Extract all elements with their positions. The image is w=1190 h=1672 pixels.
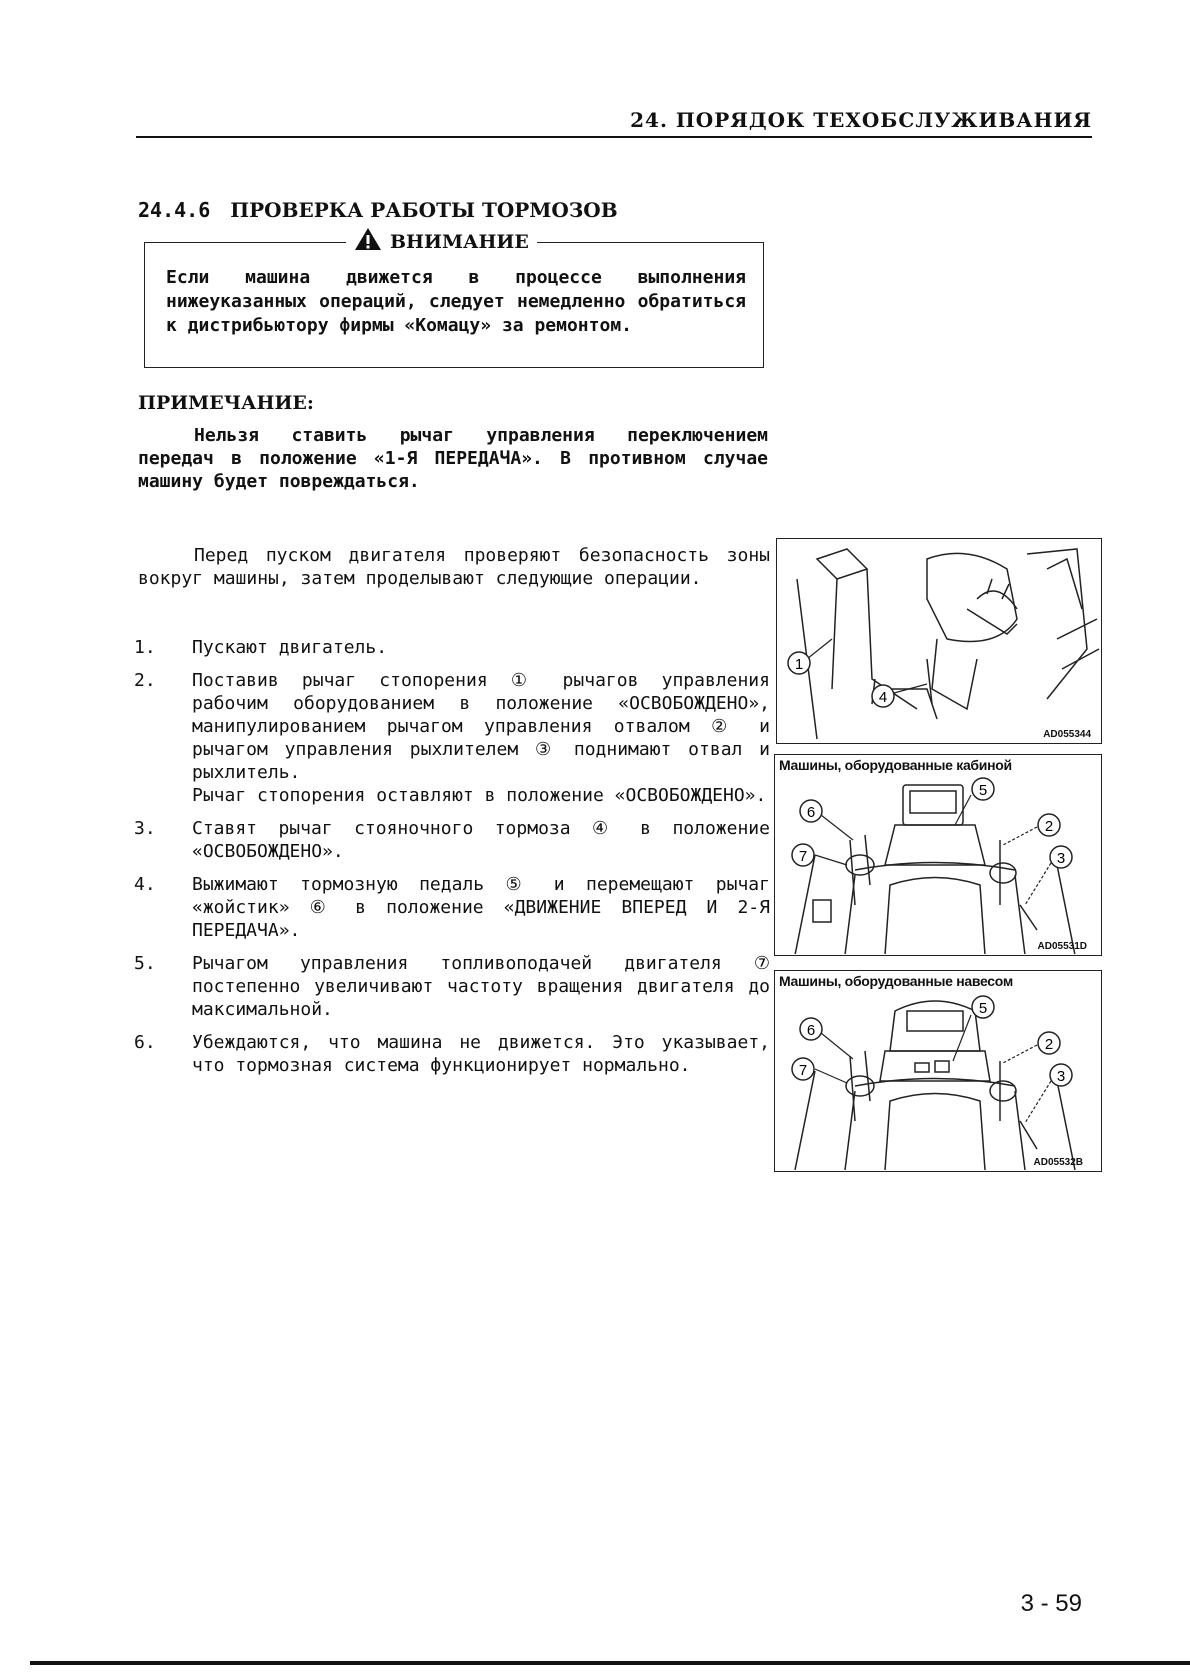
step-text: Рычагом управления топливоподачей двигателя ⑦ постепенно увеличивают частоту вращения двигателя до максимальной.: [192, 953, 770, 1020]
canopy-controls-illustration: [775, 971, 1100, 1170]
page-number: 3 - 59: [1020, 1590, 1082, 1617]
warning-header: [346, 227, 537, 256]
step-number: 3.: [134, 818, 156, 839]
step-number: 4.: [134, 874, 156, 895]
callout-3: 3: [1056, 1068, 1066, 1085]
running-header: 24. ПОРЯДОК ТЕХОБСЛУЖИВАНИЯ: [630, 108, 1092, 132]
intro-paragraph: Перед пуском двигателя проверяют безопасность зоны вокруг машины, затем проделывают следующие операции.: [138, 545, 770, 589]
step-text-main: Поставив рычаг стопорения ① рычагов управления рабочим оборудованием в положение «ОСВОБОЖДЕНО», манипулированием рычагом управления отвалом ② и рычагом управления рыхлителем ③ поднимают отвал и рыхлитель.: [192, 670, 770, 783]
list-item: [134, 669, 770, 807]
warning-label: ВНИМАНИЕ: [390, 230, 529, 253]
callout-7: 7: [798, 848, 808, 865]
callout-2: 2: [1044, 1036, 1054, 1053]
callout-2: 2: [1044, 818, 1054, 835]
header-rule: [136, 136, 1092, 138]
list-item: [134, 873, 770, 942]
section-title: ПРОВЕРКА РАБОТЫ ТОРМОЗОВ: [230, 198, 618, 222]
list-item: [134, 952, 770, 1021]
step-text: Ставят рычаг стояночного тормоза ④ в положение «ОСВОБОЖДЕНО».: [192, 818, 770, 862]
warning-triangle-icon: [354, 227, 382, 256]
note-text: Нельзя ставить рычаг управления переключением передач в положение «1-Я ПЕРЕДАЧА». В противном случае машину будет повреждаться.: [138, 425, 768, 492]
callout-5: 5: [978, 1000, 988, 1017]
step-text-extra: Рычаг стопорения оставляют в положение «ОСВОБОЖДЕНО».: [192, 785, 767, 806]
callout-4: 4: [878, 689, 888, 706]
step-text: Убеждаются, что машина не движется. Это указывает, что тормозная система функционирует нормально.: [192, 1032, 770, 1076]
callout-6: 6: [806, 1022, 816, 1039]
figure-canopy-controls: [774, 970, 1102, 1172]
callout-3: 3: [1056, 850, 1066, 867]
step-text: [192, 669, 770, 807]
list-item: [134, 1031, 770, 1077]
figure-code: AD05532B: [1033, 1157, 1083, 1168]
figure-seat-levers: [776, 538, 1102, 744]
figure-caption: Машины, оборудованные навесом: [779, 973, 1013, 989]
figure-code: AD05531D: [1037, 941, 1087, 952]
figure-cab-controls: [774, 754, 1102, 956]
cab-controls-illustration: [775, 755, 1100, 954]
note-label: ПРИМЕЧАНИЕ:: [138, 392, 314, 414]
step-number: 5.: [134, 953, 156, 974]
callout-7: 7: [798, 1062, 808, 1079]
step-number: 1.: [134, 637, 156, 658]
step-number: 2.: [134, 670, 156, 691]
callout-6: 6: [806, 804, 816, 821]
warning-text: Если машина движется в процессе выполнения нижеуказанных операций, следует немедленно обратиться к дистрибьютору фирмы «Комацу» за ремонтом.: [166, 267, 746, 336]
list-item: [134, 817, 770, 863]
figure-caption: Машины, оборудованные кабиной: [779, 757, 1012, 773]
seat-levers-illustration: [777, 539, 1100, 742]
steps-list: [134, 636, 770, 1087]
step-text: Выжимают тормозную педаль ⑤ и перемещают рычаг «жойстик» ⑥ в положение «ДВИЖЕНИЕ ВПЕРЕД И 2-Я ПЕРЕДАЧА».: [192, 874, 770, 941]
callout-1: 1: [794, 656, 804, 673]
callout-5: 5: [978, 782, 988, 799]
section-heading: [138, 198, 618, 222]
figure-code: AD055344: [1043, 729, 1091, 740]
list-item: [134, 636, 770, 659]
step-number: 6.: [134, 1032, 156, 1053]
step-text: Пускают двигатель.: [192, 637, 388, 658]
section-number: 24.4.6: [138, 198, 211, 222]
bottom-rule: [30, 1661, 1190, 1665]
